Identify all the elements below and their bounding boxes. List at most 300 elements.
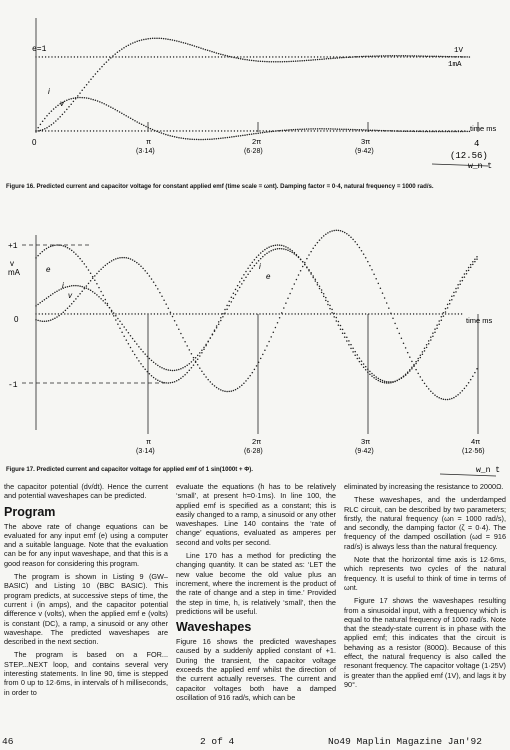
waveform-dot [449,131,451,133]
waveform-dot [218,323,220,325]
waveform-dot [433,131,435,133]
waveform-dot [384,382,386,384]
waveform-dot [218,53,220,55]
waveform-dot [180,41,182,43]
waveform-dot [320,130,321,131]
waveform-dot [93,56,94,57]
waveform-dot [215,313,216,314]
waveform-dot [422,351,424,353]
waveform-dot [55,106,57,108]
waveform-dot [264,254,266,256]
waveform-dot [442,313,443,314]
waveform-dot [256,56,257,57]
waveform-dot [399,379,401,381]
waveform-dot [297,129,299,131]
waveform-dot [403,313,404,314]
waveform-dot [240,58,242,60]
waveform-dot [394,130,396,132]
waveform-dot [191,361,193,363]
waveform-dot [256,262,258,264]
waveform-dot [125,313,126,314]
waveform-dot [247,56,248,57]
waveform-dot [455,291,457,293]
waveform-dot [291,130,292,131]
waveform-dot [67,130,68,131]
waveform-dot [279,313,280,314]
waveform-dot [386,302,388,304]
waveform-dot [113,315,115,317]
waveform-dot [451,56,453,58]
waveform-dot [449,300,451,302]
fig17-label-e2: e [266,272,271,281]
waveform-dot [319,128,321,130]
waveform-dot [295,129,297,131]
waveform-dot [39,320,41,322]
waveform-dot [151,375,153,377]
waveform-dot [352,56,354,58]
waveform-dot [240,56,241,57]
waveform-dot [200,47,202,49]
waveform-dot [378,380,380,382]
waveform-dot [141,56,142,57]
waveform-dot [275,61,277,63]
waveform-dot [370,55,372,57]
waveform-dot [134,260,136,262]
waveform-dot [110,57,112,59]
waveform-dot [384,56,385,57]
waveform-dot [45,130,46,131]
waveform-dot [328,58,330,60]
waveform-dot [332,58,334,60]
waveform-dot [199,313,200,314]
waveform-dot [327,304,329,306]
waveform-dot [301,130,302,131]
waveform-dot [411,361,413,363]
waveform-dot [102,300,104,302]
waveform-dot [252,268,254,270]
waveform-dot [336,130,337,131]
waveform-dot [260,258,262,260]
waveform-dot [333,316,335,318]
waveform-dot [191,45,193,47]
waveform-dot [288,56,289,57]
waveform-dot [420,357,422,359]
waveform-dot [277,61,279,63]
waveform-dot [176,40,178,42]
waveform-dot [253,133,255,135]
waveform-dot [262,250,264,252]
waveform-dot [179,130,180,131]
fig17-tick-value: (6·28) [244,448,263,455]
waveform-dot [279,244,281,246]
fig17-tick-label: 2π [252,437,262,446]
waveform-dot [428,343,430,345]
fig16-tick-label: 3π [361,137,371,146]
fig17-label-i: i [62,281,64,290]
waveform-dot [320,313,321,314]
waveform-dot [121,257,123,259]
waveform-dot [284,129,286,131]
waveform-dot [252,372,254,374]
waveform-dot [88,98,90,100]
waveform-dot [189,313,190,314]
waveform-dot [405,347,407,349]
waveform-dot [336,317,338,319]
waveform-dot [186,56,187,57]
waveform-dot [299,60,301,62]
waveform-dot [315,280,317,282]
waveform-dot [476,256,478,258]
waveform-dot [394,55,396,57]
waveform-dot [209,138,211,140]
waveform-dot [122,130,123,131]
waveform-dot [296,279,298,281]
waveform-dot [340,328,342,330]
waveform-dot [58,315,60,317]
waveform-dot [254,259,256,261]
waveform-dot [315,279,317,281]
fig17-tick-value: (12·56) [462,448,485,455]
waveform-dot [79,97,81,99]
waveform-dot [128,44,130,46]
waveform-dot [266,253,268,255]
waveform-dot [400,130,402,132]
waveform-dot [250,130,251,131]
waveform-dot [205,139,207,141]
waveform-dot [191,367,193,369]
waveform-dot [356,56,358,58]
waveform-dot [349,130,350,131]
waveform-dot [336,320,338,322]
waveform-dot [359,361,361,363]
waveform-dot [277,322,279,324]
waveform-dot [427,131,429,133]
waveform-dot [115,130,116,131]
waveform-dot [157,288,159,290]
waveform-dot [161,38,163,40]
waveform-dot [427,55,429,57]
waveform-dot [279,56,280,57]
waveform-dot [117,258,119,260]
waveform-dot [339,128,341,130]
waveform-dot [176,130,177,131]
waveform-dot [105,302,107,304]
waveform-dot [372,129,374,131]
waveform-dot [95,100,97,102]
waveform-dot [224,130,225,131]
waveform-dot [153,362,155,364]
waveform-dot [103,103,105,105]
waveform-dot [327,56,328,57]
waveform-dot [90,130,91,131]
waveform-dot [48,320,50,322]
waveform-dot [233,136,235,138]
waveform-dot [42,313,43,314]
waveform-dot [443,315,445,317]
waveform-dot [266,56,267,57]
waveform-dot [330,313,331,314]
waveform-dot [145,38,147,40]
waveform-dot [253,313,254,314]
waveform-dot [149,373,151,375]
waveform-dot [224,312,226,314]
waveform-dot [189,130,190,131]
waveform-dot [96,294,98,296]
waveform-dot [220,320,222,322]
waveform-dot [298,274,300,276]
waveform-dot [103,56,104,57]
waveform-dot [240,135,242,137]
waveform-dot [90,56,91,57]
waveform-dot [357,354,359,356]
waveform-dot [222,54,224,56]
fig16-tick-value: (6·28) [244,148,263,155]
waveform-dot [350,344,352,346]
fig16-wnt-note: w_n t [468,162,493,171]
waveform-dot [94,279,96,281]
waveform-dot [119,50,121,52]
waveform-dot [73,285,75,287]
waveform-dot [457,284,459,286]
waveform-dot [468,382,470,384]
waveform-dot [73,301,75,303]
waveform-dot [388,381,390,383]
waveform-dot [241,384,243,386]
waveform-dot [136,41,138,43]
paragraph: Figure 16 shows the predicted waveshapes caused by a suddenly applied constant of +1. During the transient, the capacitor voltage exceeds the applied emf whilst the direction of the current actually reverses. The current and capacitor voltages both have a damped oscillation of 916 rad/s, which can be [176,637,336,702]
waveform-dot [272,56,273,57]
waveform-dot [211,51,213,53]
waveform-dot [247,313,248,314]
waveform-dot [363,56,365,58]
waveform-dot [67,56,68,57]
waveform-dot [300,270,302,272]
waveform-dot [455,396,457,398]
waveform-dot [327,301,329,303]
waveform-dot [83,56,84,57]
waveform-dot [323,128,325,130]
waveform-dot [65,246,67,248]
waveform-dot [111,311,113,313]
sheet-counter: 2 of 4 [200,736,235,747]
waveform-dot [262,256,264,258]
waveform-dot [294,252,296,254]
fig17-label-time: time ms [466,316,493,325]
waveform-dot [268,131,270,133]
waveform-dot [243,274,245,276]
waveform-dot [201,349,203,351]
waveform-dot [117,323,119,325]
waveform-dot [468,270,470,272]
waveform-dot [438,397,440,399]
waveform-dot [60,313,62,315]
waveform-dot [71,285,73,287]
waveform-dot [73,251,75,253]
waveform-dot [282,130,284,132]
waveform-dot [431,131,433,133]
waveform-dot [458,131,460,133]
waveform-dot [42,251,44,253]
waveform-dot [302,266,304,268]
waveform-dot [106,104,108,106]
waveform-dot [136,357,138,359]
waveform-dot [288,61,290,63]
waveform-dot [451,299,453,301]
waveform-dot [234,313,235,314]
waveform-dot [317,59,319,61]
waveform-dot [328,128,330,130]
waveform-dot [92,76,94,78]
waveform-dot [378,55,380,57]
waveform-dot [168,307,170,309]
waveform-dot [352,313,353,314]
waveform-dot [115,56,116,57]
waveform-dot [40,124,42,126]
waveform-dot [88,288,90,290]
waveform-dot [411,368,413,370]
waveform-dot [284,61,286,63]
waveform-dot [101,66,103,68]
fig17-label-v: v [10,259,14,268]
waveform-dot [221,130,222,131]
waveform-dot [429,55,431,57]
waveform-dot [66,100,68,102]
waveform-dot [183,138,185,140]
waveform-dot [317,313,318,314]
waveform-dot [174,136,176,138]
waveform-dot [268,341,270,343]
waveform-dot [64,130,65,131]
waveform-dot [371,375,373,377]
waveform-dot [453,295,455,297]
waveform-dot [382,380,384,382]
waveform-dot [215,56,216,57]
waveform-dot [443,312,445,314]
waveform-dot [294,253,296,255]
waveform-dot [218,138,220,140]
waveform-dot [333,230,335,232]
waveform-dot [218,56,219,57]
publication-issue: No49 Maplin Magazine Jan'92 [328,736,482,747]
waveform-dot [128,130,129,131]
waveform-dot [39,302,41,304]
waveform-dot [208,130,209,131]
waveform-dot [369,373,371,375]
waveform-dot [310,128,312,130]
waveform-dot [373,375,375,377]
waveform-dot [135,130,136,131]
waveform-dot [158,131,160,133]
waveform-dot [42,56,43,57]
waveform-dot [388,307,390,309]
waveform-dot [472,261,474,263]
waveform-dot [144,353,146,355]
waveform-dot [53,108,55,110]
waveform-dot [407,372,409,374]
waveform-dot [275,244,277,246]
waveform-dot [319,59,321,61]
waveform-dot [336,313,337,314]
waveform-dot [227,130,228,131]
waveform-dot [310,272,312,274]
waveform-dot [314,313,315,314]
waveform-dot [165,38,167,40]
waveform-dot [382,381,384,383]
waveform-dot [52,319,54,321]
waveform-dot [121,112,123,114]
waveform-dot [432,335,434,337]
waveform-dot [159,366,161,368]
waveform-dot [142,268,144,270]
waveform-dot [222,137,224,139]
waveform-dot [77,95,79,97]
waveform-dot [359,56,361,58]
waveform-dot [117,52,119,54]
waveform-dot [179,56,180,57]
waveform-dot [51,110,53,112]
waveform-dot [213,52,215,54]
waveform-dot [51,313,52,314]
waveform-dot [74,313,75,314]
waveform-dot [227,313,228,314]
waveform-dot [159,292,161,294]
waveform-dot [255,60,257,62]
waveform-dot [256,313,257,314]
waveform-dot [77,313,78,314]
waveform-dot [342,231,344,233]
waveform-dot [180,333,182,335]
waveform-dot [71,303,73,305]
waveform-dot [194,45,196,47]
waveform-dot [211,138,213,140]
waveform-dot [287,247,289,249]
waveform-dot [155,363,157,365]
waveform-dot [270,250,272,252]
waveform-dot [354,351,356,353]
waveform-dot [370,129,372,131]
waveform-dot [333,313,335,315]
waveform-dot [296,255,298,257]
waveform-dot [424,383,426,385]
waveform-dot [451,313,452,314]
waveform-dot [46,115,48,117]
waveform-dot [189,370,191,372]
waveform-dot [178,379,180,381]
waveform-dot [430,339,432,341]
waveform-dot [270,336,272,338]
waveform-dot [384,380,386,382]
waveform-dot [109,130,110,131]
fig17-tick-label: 3π [361,437,371,446]
waveform-dot [315,59,317,61]
waveform-dot [182,376,184,378]
waveform-dot [273,131,275,133]
waveform-dot [306,258,308,260]
waveform-dot [123,257,125,259]
page-number: 46 [2,736,14,747]
waveform-dot [420,355,422,357]
waveform-dot [147,273,149,275]
paragraph: the capacitor potential (dv/dt). Hence the current and potential waveshapes can be predicted. [4,482,168,501]
waveform-dot [307,313,308,314]
waveform-dot [277,248,279,250]
waveform-dot [214,385,216,387]
fig16-tick-label: 4 [474,139,480,149]
waveform-dot [94,275,96,277]
waveform-dot [117,110,119,112]
waveform-dot [222,316,224,318]
waveform-dot [235,289,237,291]
